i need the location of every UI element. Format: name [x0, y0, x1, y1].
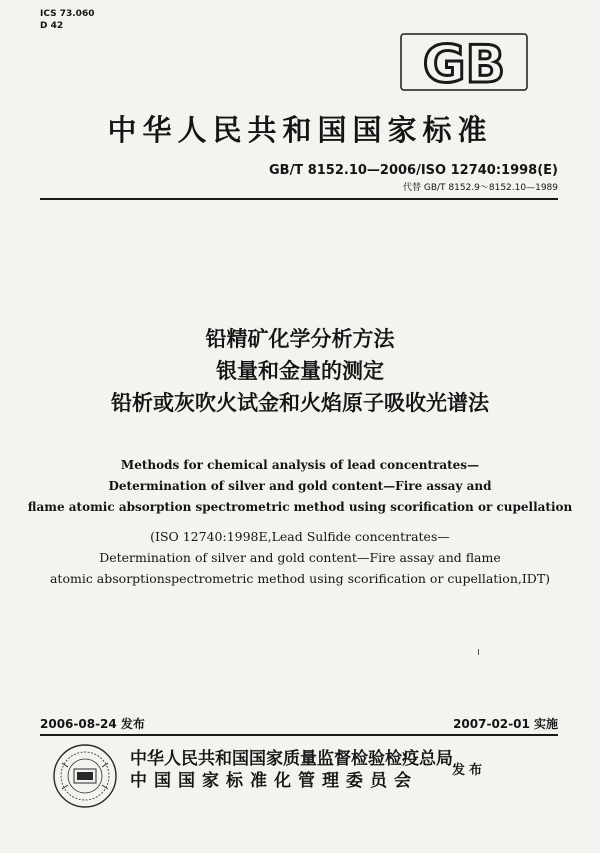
gb-logo-text: GB	[422, 35, 506, 91]
english-title-line-2: Determination of silver and gold content—Fire assay and	[108, 479, 492, 493]
iso-reference-line-1: (ISO 12740:1998E,Lead Sulfide concentrates—	[150, 529, 450, 544]
issuer-aqsiq: 中华人民共和国国家质量监督检验检疫总局	[130, 749, 453, 769]
issuing-authorities	[130, 748, 453, 792]
chinese-title	[0, 323, 600, 419]
header-divider	[40, 198, 558, 200]
classification-codes	[40, 8, 94, 32]
iso-reference-line-2: Determination of silver and gold content—Fire assay and flame	[99, 550, 501, 565]
implement-date: 2007-02-01 实施	[453, 717, 558, 731]
standard-number: GB/T 8152.10—2006/ISO 12740:1998(E)	[268, 163, 558, 178]
replaces-standards: 代替 GB/T 8152.9～8152.10—1989	[402, 183, 558, 193]
footer-divider	[40, 734, 558, 736]
scan-speck	[478, 649, 479, 655]
issue-label: 发布	[452, 763, 487, 778]
english-title-line-3: flame atomic absorption spectrometric method using scorification or cupellation	[27, 500, 573, 514]
english-title-line-1: Methods for chemical analysis of lead concentrates—	[120, 458, 480, 472]
publish-date: 2006-08-24 发布	[40, 717, 145, 731]
gb-logo-icon	[400, 33, 528, 91]
iso-reference	[0, 526, 600, 589]
national-standard-title: 中华人民共和国国家标准	[107, 113, 493, 147]
anti-counterfeit-seal-icon	[52, 743, 118, 809]
chinese-title-line-2: 银量和金量的测定	[216, 359, 384, 383]
ics-code: ICS 73.060	[40, 9, 95, 19]
ccs-code: D 42	[40, 21, 64, 31]
iso-reference-line-3: atomic absorptionspectrometric method using scorification or cupellation,IDT)	[49, 571, 551, 586]
chinese-title-line-1: 铅精矿化学分析方法	[205, 327, 395, 351]
chinese-title-line-3: 铅析或灰吹火试金和火焰原子吸收光谱法	[111, 391, 489, 415]
english-title	[0, 455, 600, 518]
issuer-sac: 中国国家标准化管理委员会	[130, 771, 418, 791]
